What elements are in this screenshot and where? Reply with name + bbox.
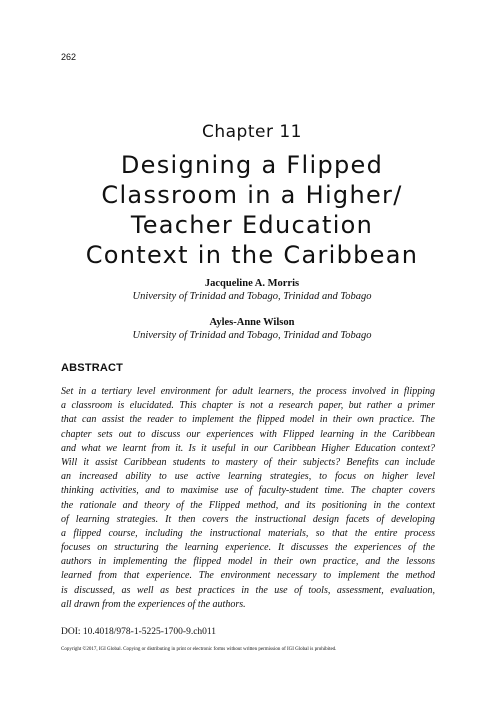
abstract-line: the rationale and theory of the Flipped method, and its positioning in the context	[61, 499, 435, 511]
abstract-line: is discussed, as well as best practices in the use of tools, assessment, evaluation,	[61, 584, 435, 596]
abstract-line: an increased ability to use active learning strategies, to focus on higher level	[61, 471, 435, 483]
abstract-line: and what we learnt from it. Is it useful in our Caribbean Higher Education context?	[61, 442, 435, 454]
abstract-line: a classroom is elucidated. This chapter is not a research paper, but rather a primer	[61, 400, 435, 412]
abstract-line: of learning strategies. It then covers the instructional design facets of developing	[61, 513, 435, 525]
abstract-line: Set in a tertiary level environment for adult learners, the process involved in flipping	[61, 386, 435, 397]
abstract-line: that can assist the reader to implement the flipped model in their own practice. The	[61, 414, 435, 426]
abstract-body	[61, 385, 435, 612]
author-name: Ayles-Anne Wilson	[209, 317, 295, 328]
chapter-title-line: Context in the Caribbean	[85, 241, 419, 269]
chapter-title	[40, 150, 464, 270]
copyright-notice: Copyright ©2017, IGI Global. Copying or distributing in print or electronic forms without written permission of IGI Global is prohibited.	[61, 647, 337, 652]
chapter-title-line: Designing a Flipped	[120, 151, 384, 179]
abstract-line: chapter sets out to discuss our experiences with Flipped learning in the Caribbean	[61, 428, 435, 440]
author-block	[0, 277, 504, 303]
author-name: Jacqueline A. Morris	[204, 278, 300, 289]
doi: DOI: 10.4018/978-1-5225-1700-9.ch011	[61, 627, 217, 637]
abstract-line: Will it assist Caribbean students to mastery of their subjects? Benefits can include	[61, 456, 435, 468]
author-block	[0, 316, 504, 342]
abstract-heading: ABSTRACT	[61, 362, 124, 374]
abstract-line: a flipped course, including the instructional materials, so that the entire process	[61, 527, 435, 539]
chapter-title-line: Teacher Education	[130, 211, 374, 239]
abstract-line: learned from that experience. The environment necessary to implement the method	[61, 570, 435, 582]
abstract-line: thinking activities, and to maximise use of faculty-student time. The chapter covers	[61, 485, 435, 497]
abstract-line: authors in implementing the flipped model in their own practice, and the lessons	[61, 556, 435, 568]
chapter-label: Chapter 11	[201, 122, 302, 142]
page-number: 262	[61, 52, 77, 62]
author-affiliation: University of Trinidad and Tobago, Trinidad and Tobago	[132, 330, 372, 341]
abstract-line: focuses on structuring the learning experience. It discusses the experiences of the	[61, 542, 435, 554]
chapter-title-line: Classroom in a Higher/	[101, 181, 403, 209]
abstract-line: all drawn from the experiences of the authors.	[61, 598, 246, 610]
author-affiliation: University of Trinidad and Tobago, Trinidad and Tobago	[132, 291, 372, 302]
